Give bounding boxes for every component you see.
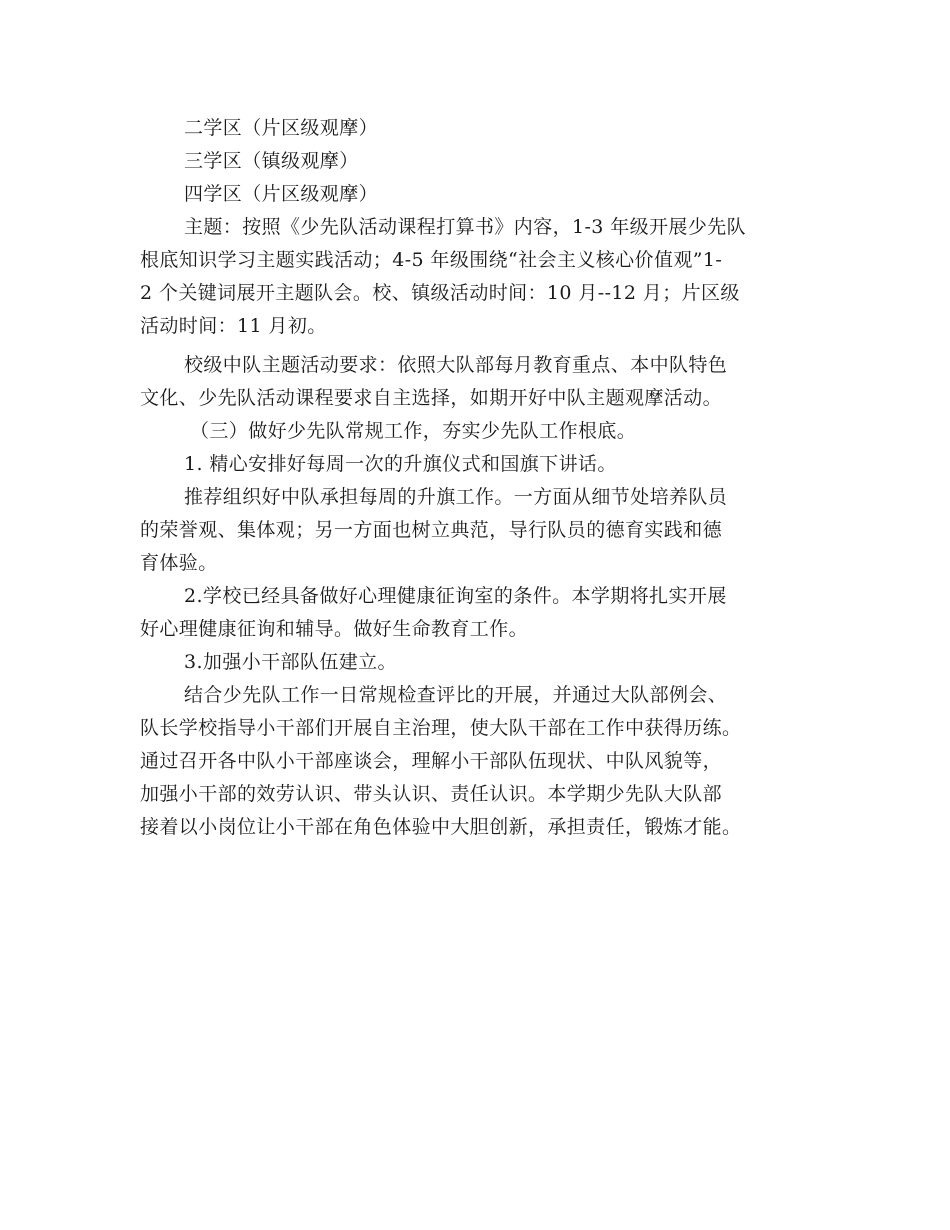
paragraph-line: 加强小干部的效劳认识、带头认识、责任认识。本学期少先队大队部 [140, 783, 723, 805]
list-item-heading: 2.学校已经具备做好心理健康征询室的条件。本学期将扎实开展 [184, 585, 727, 607]
paragraph-line: 主题：按照《少先队活动课程打算书》内容，1-3 年级开展少先队 [184, 216, 747, 238]
text-line: 四学区（片区级观摩） [184, 183, 379, 205]
text-line: 三学区（镇级观摩） [184, 150, 359, 172]
document-body [140, 112, 812, 844]
list-item-heading: 3.加强小干部队伍建立。 [184, 651, 397, 673]
paragraph-line: 活动时间：11 月初。 [140, 315, 327, 337]
paragraph-line: 文化、少先队活动课程要求自主选择，如期开好中队主题观摩活动。 [140, 387, 723, 409]
paragraph-line: 接着以小岗位让小干部在角色体验中大胆创新，承担责任，锻炼才能。 [140, 816, 742, 838]
paragraph-line: 队长学校指导小干部们开展自主治理，使大队干部在工作中获得历练。 [140, 717, 742, 739]
paragraph-line: 的荣誉观、集体观；另一方面也树立典范，导行队员的德育实践和德 [140, 519, 723, 541]
paragraph-line: 根底知识学习主题实践活动；4-5 年级围绕“社会主义核心价值观”1- [140, 249, 723, 271]
section-heading: （三）做好少先队常规工作，夯实少先队工作根底。 [190, 420, 637, 442]
paragraph-line: 结合少先队工作一日常规检查评比的开展，并通过大队部例会、 [184, 684, 728, 706]
paragraph-line: 好心理健康征询和辅导。做好生命教育工作。 [140, 618, 529, 640]
text-line: 二学区（片区级观摩） [184, 117, 379, 139]
paragraph-line: 育体验。 [140, 552, 218, 574]
paragraph-line: 通过召开各中队小干部座谈会，理解小干部队伍现状、中队风貌等， [140, 750, 723, 772]
paragraph-line: 校级中队主题活动要求：依照大队部每月教育重点、本中队特色 [184, 354, 728, 376]
paragraph-line: 2 个关键词展开主题队会。校、镇级活动时间：10 月--12 月；片区级 [140, 282, 740, 304]
list-item-heading: 1. 精心安排好每周一次的升旗仪式和国旗下讲话。 [184, 453, 617, 475]
paragraph-line: 推荐组织好中队承担每周的升旗工作。一方面从细节处培养队员 [184, 486, 728, 508]
